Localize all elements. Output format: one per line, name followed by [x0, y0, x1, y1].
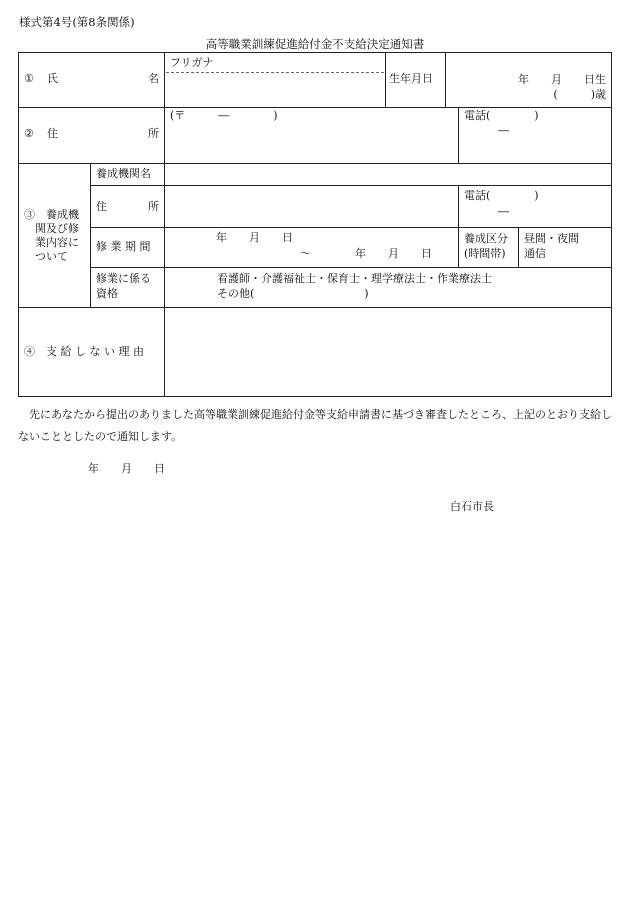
- row3-label-line2: 関及び修: [35, 222, 79, 235]
- column-separator: [458, 107, 459, 163]
- row2-label-a: 住: [47, 127, 58, 140]
- column-separator: [164, 52, 165, 397]
- row3-label-line3: 業内容に: [35, 236, 79, 249]
- issuer-name: 白石市長: [450, 500, 494, 513]
- row-separator: [18, 163, 612, 164]
- issue-date: 年 月 日: [88, 462, 165, 475]
- column-separator: [458, 227, 459, 267]
- qualification-label-1: 修業に係る: [96, 272, 151, 285]
- row3-label-line4: ついて: [35, 250, 68, 263]
- furigana-label: フリガナ: [170, 56, 214, 69]
- training-category-label-1: 養成区分: [464, 232, 508, 245]
- school-address-label-b: 所: [148, 200, 159, 213]
- row1-label-a: 氏: [47, 72, 58, 85]
- qualification-other: その他( ): [217, 287, 369, 300]
- row-separator: [18, 307, 612, 308]
- study-period-to: ～ 年 月 日: [300, 247, 432, 260]
- row-separator: [18, 107, 612, 108]
- table-border-right: [611, 52, 612, 397]
- row-separator: [90, 267, 612, 268]
- row3-label-line1: ③ 養成機: [24, 208, 79, 221]
- notice-body: 先にあなたから提出のありました高等職業訓練促進給付金等支給申請書に基づき審査したところ、上記のとおり支給しないこととしたので通知します。: [18, 408, 612, 443]
- age-text: ( )歳: [553, 88, 606, 101]
- school-phone-dash: ―: [498, 205, 509, 218]
- table-border-bottom: [18, 396, 612, 397]
- training-category-value-1: 昼間・夜間: [524, 232, 579, 245]
- training-category-value-2: 通信: [524, 247, 546, 260]
- training-category-label-2: (時間帯): [464, 247, 506, 260]
- qualification-options: 看護師・介護福祉士・保育士・理学療法士・作業療法士: [217, 272, 492, 285]
- column-separator: [518, 227, 519, 267]
- dob-label: 生年月日: [389, 72, 433, 85]
- row1-label-b: 名: [148, 72, 159, 85]
- row1-number: ①: [24, 72, 34, 85]
- qualification-label-2: 資格: [96, 287, 118, 300]
- form-table: [18, 52, 612, 397]
- dob-text: 年 月 日生: [518, 73, 606, 86]
- column-separator: [385, 52, 386, 107]
- school-address-label-a: 住: [96, 200, 107, 213]
- form-number: 様式第4号(第8条関係): [19, 15, 135, 29]
- column-separator: [458, 185, 459, 227]
- reason-label: ④ 支 給 し な い 理 由: [24, 345, 144, 358]
- row2-phone-dash: ―: [498, 124, 509, 137]
- row2-phone: 電話( ): [464, 109, 539, 122]
- row2-label-b: 所: [148, 127, 159, 140]
- furigana-dashed-line: [166, 72, 384, 73]
- column-separator: [445, 52, 446, 107]
- study-period-from: 年 月 日: [216, 231, 293, 244]
- table-border-left: [18, 52, 19, 397]
- table-border-top: [18, 52, 612, 53]
- postal-code-field: (〒 ― ): [170, 109, 278, 122]
- document-title: 高等職業訓練促進給付金不支給決定通知書: [205, 37, 425, 51]
- column-separator: [90, 163, 91, 307]
- study-period-label: 修 業 期 間: [96, 240, 151, 253]
- row-separator: [90, 227, 612, 228]
- school-name-label: 養成機関名: [96, 167, 151, 180]
- row2-number: ②: [24, 127, 34, 140]
- row-separator: [90, 185, 612, 186]
- school-phone: 電話( ): [464, 189, 539, 202]
